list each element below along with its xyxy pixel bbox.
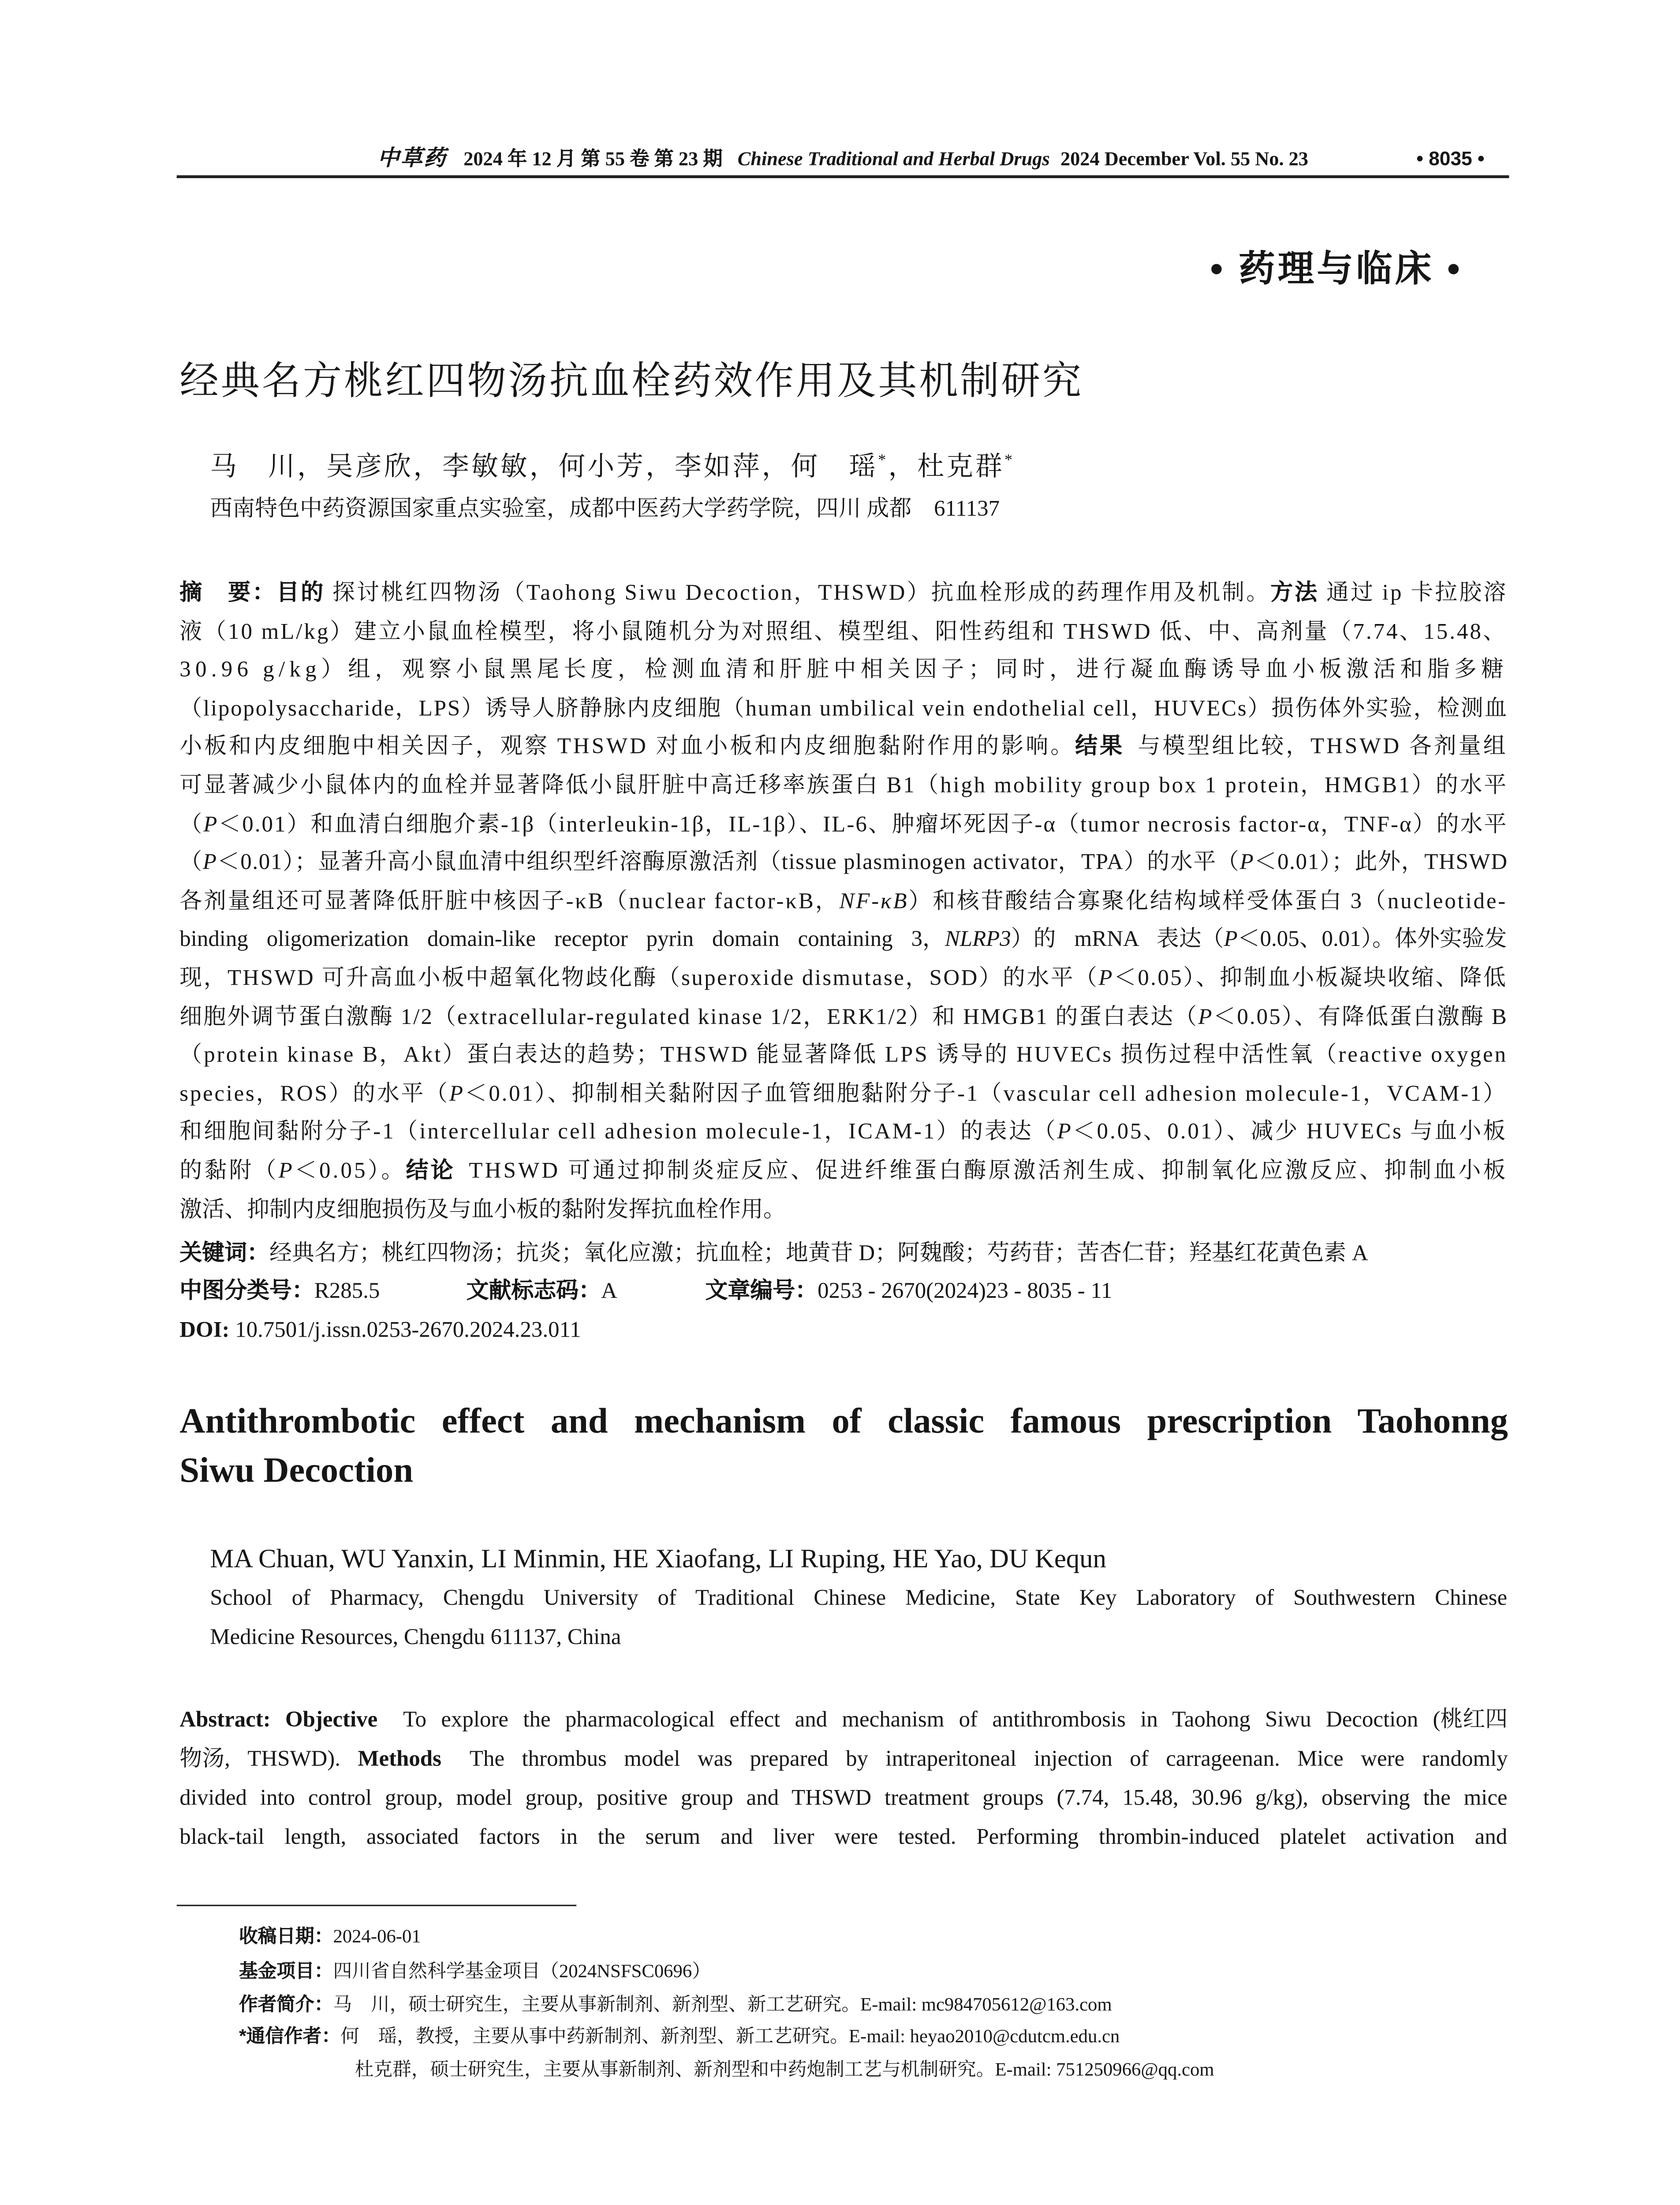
footnote-value: 何 瑶，教授，主要从事中药新制剂、新剂型、新工艺研究。E-mail: heyao2010@cdutcm.edu.cn	[340, 2025, 1120, 2047]
text-run: ＜0.01）；此外，THSWD	[1254, 850, 1508, 875]
footnote-label: *通信作者：	[239, 2025, 341, 2047]
article-title-en-text: Siwu Decoction	[179, 1451, 414, 1491]
footnote-text	[239, 1958, 711, 1984]
clc-label: 中图分类号：	[179, 1279, 314, 1304]
affiliation-en-text: Medicine Resources, Chengdu 611137, China	[210, 1625, 621, 1650]
clc-value: R285.5	[314, 1279, 380, 1304]
text-run: 探讨桃红四物汤（Taohong Siwu Decoction，THSWD）抗血栓形成的药理作用及机制。	[325, 581, 1271, 605]
journal-logo: 中草药	[377, 148, 447, 171]
text-run: binding oligomerization domain-like receptor pyrin domain containing 3，	[179, 927, 945, 953]
footnote-label: 收稿日期：	[239, 1925, 333, 1947]
issue-en: 2024 December Vol. 55 No. 23	[1060, 148, 1309, 170]
text-run: 30.96 g/kg）组，观察小鼠黑尾长度，检测血清和肝脏中相关因子；同时，进行凝血酶诱导血小板激活和脂多糖	[179, 658, 1508, 683]
abstract-cn-line	[179, 1119, 1508, 1148]
text-run: 和细胞间黏附分子-1（intercellular cell adhesion molecule-1，ICAM-1）的表达（	[179, 1120, 1057, 1145]
text-run: 摘 要：	[179, 581, 277, 605]
abstract-cn-line	[179, 695, 1508, 724]
text-run: ＜0.05、0.01）。体外实验发	[1237, 927, 1507, 953]
text-run: ＜0.05）。	[294, 1159, 406, 1184]
footnote-label: 作者简介：	[239, 1993, 333, 2015]
doi-value: 10.7501/j.issn.0253-2670.2024.23.011	[229, 1318, 581, 1343]
abstract-cn-line	[179, 1003, 1508, 1032]
affiliation-en-line	[210, 1624, 1508, 1653]
footnote-label: 基金项目：	[239, 1959, 333, 1982]
abstract-en-line	[179, 1706, 1508, 1735]
text-run: P	[1057, 1120, 1073, 1145]
text-run: THSWD 可通过抑制炎症反应、促进纤维蛋白酶原激活剂生成、抑制氧化应激反应、抑制血小板	[455, 1159, 1508, 1184]
text-run: divided into control group, model group, positive group and THSWD treatment groups (7.74, 15.48, 30.96 g/kg), observing the mice	[179, 1786, 1508, 1811]
abstract-cn-line-text	[179, 656, 1508, 685]
doi	[179, 1317, 1049, 1346]
abstract-en-line-text	[179, 1745, 1508, 1775]
header-rule	[177, 176, 1509, 178]
author-list-cn-text	[210, 450, 1015, 485]
abstract-en-line	[179, 1784, 1508, 1813]
page-number-text: • 8035 •	[1416, 148, 1485, 170]
clc-number-text	[179, 1278, 380, 1307]
abstract-en-line-text	[179, 1824, 1507, 1853]
abstract-cn-line	[179, 772, 1508, 801]
footnote-value: 马 川，硕士研究生，主要从事新制剂、新剂型、新工艺研究。E-mail: mc984705612@163.com	[333, 1993, 1112, 2015]
text-run: Methods	[358, 1747, 441, 1771]
text-run: To explore the pharmacological effect and mechanism of antithrombosis in Taohong Siwu Decoction (桃红四	[377, 1708, 1508, 1733]
text-run: （	[179, 812, 204, 837]
page-number	[1416, 146, 1518, 172]
footnote-value: 杜克群，硕士研究生，主要从事新制剂、新剂型和中药炮制工艺与机制研究。E-mail: 751250966@qq.com	[355, 2058, 1214, 2080]
footnote-text	[239, 1992, 1112, 2018]
doi-text	[179, 1317, 581, 1346]
abstract-cn-line-text	[179, 772, 1508, 801]
section-tag-text: • 药理与临床 •	[1210, 249, 1463, 290]
footnote-value: 四川省自然科学基金项目（2024NSFSC0696）	[333, 1959, 711, 1982]
text-run: ）的 mRNA 表达（	[1011, 927, 1224, 953]
abstract-cn-line	[179, 811, 1508, 840]
text-run: ＜0.01）、抑制相关黏附因子血管细胞黏附分子-1（vascular cell adhesion molecule-1，VCAM-1）	[464, 1081, 1507, 1106]
text-run: P	[203, 812, 219, 837]
text-run: ＜0.01）和血清白细胞介素-1β（interleukin-1β，IL-1β）、IL-6、肿瘤坏死因子-α（tumor necrosis factor-α，TNF-α）的水平	[218, 812, 1508, 837]
footnote-corresponding-author-2	[355, 2057, 1514, 2083]
abstract-cn-line	[179, 849, 1508, 878]
abstract-cn-line-text	[179, 811, 1508, 840]
text-run: 可显著减少小鼠体内的血栓并显著降低小鼠肝脏中高迁移率族蛋白 B1（high mobility group box 1 protein，HMGB1）的水平	[179, 773, 1508, 798]
article-title-cn	[179, 355, 1083, 407]
text-run: 细胞外调节蛋白激酶 1/2（extracellular-regulated kinase 1/2，ERK1/2）和 HMGB1 的蛋白表达（	[179, 1005, 1198, 1029]
text-run: ）和核苷酸结合寡聚化结构域样受体蛋白 3（nucleotide-	[908, 889, 1508, 914]
footnote-rule	[177, 1905, 577, 1906]
abstract-cn-line-text	[179, 733, 1508, 762]
text-run: 现，THSWD 可升高血小板中超氧化物歧化酶（superoxide dismutase，SOD）的水平（	[179, 966, 1099, 991]
text-run: 马 川，吴彦欣，李敏敏，何小芳，李如萍，何 瑶	[210, 453, 878, 482]
abstract-cn-line	[179, 656, 1508, 685]
text-run: P	[1239, 850, 1254, 875]
text-run: 与模型组比较，THSWD 各剂量组	[1124, 735, 1508, 760]
article-number-value: 0253 - 2670(2024)23 - 8035 - 11	[818, 1279, 1113, 1304]
text-run: 方法	[1270, 581, 1319, 605]
abstract-cn-line-text	[179, 1003, 1508, 1032]
abstract-en-line	[179, 1824, 1508, 1853]
text-run: 液（10 mL/kg）建立小鼠血栓模型，将小鼠随机分为对照组、模型组、阳性药组和 THSWD 低、中、高剂量（7.74、15.48、	[179, 619, 1507, 644]
footnote-text	[239, 2023, 1120, 2049]
text-run: 结论	[406, 1159, 455, 1184]
abstract-cn-line	[179, 618, 1508, 647]
text-run: P	[449, 1081, 465, 1106]
abstract-cn-line	[179, 1042, 1508, 1071]
text-run: NLRP3	[945, 927, 1011, 953]
affiliation-cn	[210, 495, 1513, 524]
abstract-cn-line	[179, 1157, 1508, 1186]
article-title-en-line	[179, 1399, 1508, 1446]
document-code-label: 文献标志码：	[466, 1279, 601, 1304]
superscript-mark: *	[878, 452, 889, 469]
author-list-en	[210, 1543, 1508, 1577]
abstract-cn-line-text	[179, 926, 1507, 955]
text-run: 目的	[276, 581, 325, 605]
affiliation-en-line	[210, 1585, 1508, 1614]
article-number-label: 文章编号：	[705, 1279, 818, 1304]
footnote-text	[239, 1924, 421, 1950]
keywords-cn	[179, 1240, 1508, 1269]
issue-cn: 2024 年 12 月 第 55 卷 第 23 期	[463, 148, 723, 170]
abstract-cn-line	[179, 733, 1508, 762]
keywords-cn-text	[179, 1240, 1368, 1269]
running-header	[177, 146, 1509, 172]
text-run: 各剂量组还可显著降低肝脏中核因子-κB（nuclear factor-κB，	[179, 889, 840, 914]
article-number	[706, 1278, 1314, 1307]
text-run: P	[202, 850, 217, 875]
abstract-cn-line-text	[179, 695, 1508, 724]
keywords-value: 经典名方；桃红四物汤；抗炎；氧化应激；抗血栓；地黄苷 D；阿魏酸；芍药苷；苦杏仁苷；羟基红花黄色素 A	[269, 1241, 1368, 1266]
abstract-cn-line-text	[179, 1157, 1508, 1186]
footnote-corresponding-author	[239, 2023, 1499, 2049]
footnote-received-date	[239, 1924, 1499, 1950]
text-run: Abstract: Objective	[179, 1708, 378, 1733]
author-list-cn	[210, 450, 1015, 485]
running-header-text	[377, 146, 1308, 172]
doi-label: DOI:	[179, 1318, 230, 1343]
text-run: P	[278, 1159, 295, 1184]
affiliation-en-text: School of Pharmacy, Chengdu University of Traditional Chinese Medicine, State Key Laboratory of Southwestern Chinese	[210, 1586, 1508, 1611]
text-run: P	[1224, 927, 1238, 953]
section-tag	[999, 245, 1463, 294]
abstract-en-line-text	[179, 1784, 1507, 1813]
footnote-funding	[239, 1958, 1499, 1984]
document-code-value: A	[601, 1279, 617, 1304]
abstract-cn-line-text	[179, 618, 1507, 647]
journal-name-en: Chinese Traditional and Herbal Drugs	[737, 148, 1050, 170]
article-title-cn-text: 经典名方桃红四物汤抗血栓药效作用及其机制研究	[179, 359, 1083, 403]
abstract-cn-line-text	[179, 888, 1507, 917]
text-run: The thrombus model was prepared by intraperitoneal injection of carrageenan. Mice were randomly	[441, 1747, 1508, 1771]
text-run: ＜0.05）、有降低蛋白激酶 B	[1213, 1005, 1508, 1029]
abstract-cn-line	[179, 964, 1508, 994]
text-run: species，ROS）的水平（	[179, 1081, 449, 1106]
abstract-cn-line	[179, 1080, 1508, 1110]
article-title-en-line	[179, 1448, 1508, 1495]
abstract-cn-line	[179, 579, 1508, 609]
text-run: （lipopolysaccharide，LPS）诱导人脐静脉内皮细胞（human umbilical vein endothelial cell，HUVECs）损伤体外实验，检测血	[179, 696, 1508, 721]
abstract-cn-line-text	[179, 964, 1507, 994]
abstract-cn-line-text	[179, 1042, 1508, 1071]
text-run: ＜0.01）；显著升高小鼠血清中组织型纤溶酶原激活剂（tissue plasminogen activator，TPA）的水平（	[217, 850, 1240, 875]
affiliation-cn-text: 西南特色中药资源国家重点实验室，成都中医药大学药学院，四川 成都 611137	[210, 497, 1000, 522]
text-run: （	[179, 850, 203, 875]
abstract-cn-line	[179, 1196, 1508, 1225]
text-run: NF-κB	[839, 889, 909, 914]
abstract-en-line	[179, 1745, 1508, 1775]
text-run: 的黏附（	[179, 1159, 279, 1184]
clc-number	[179, 1278, 455, 1307]
text-run: black-tail length, associated factors in the serum and liver were tested. Performing thrombin-induced platelet activation and	[179, 1825, 1508, 1850]
text-run: （protein kinase B，Akt）蛋白表达的趋势；THSWD 能显著降低 LPS 诱导的 HUVECs 损伤过程中活性氧（reactive oxygen	[179, 1043, 1508, 1068]
author-list-en-text: MA Chuan, WU Yanxin, LI Minmin, HE Xiaofang, LI Ruping, HE Yao, DU Kequn	[210, 1545, 1106, 1575]
abstract-en-line-text	[179, 1706, 1508, 1735]
text-run: 激活、抑制内皮细胞损伤及与血小板的黏附发挥抗血栓作用。	[179, 1197, 786, 1222]
document-code-text	[467, 1278, 617, 1307]
abstract-cn-line-text	[179, 849, 1508, 878]
text-run: P	[1198, 1005, 1213, 1029]
text-run: 小板和内皮细胞中相关因子，观察 THSWD 对血小板和内皮细胞黏附作用的影响。	[179, 735, 1075, 760]
footnote-author-bio	[239, 1992, 1499, 2018]
text-run: 物汤, THSWD).	[179, 1747, 358, 1771]
text-run: ＜0.05）、抑制血小板凝块收缩、降低	[1113, 966, 1508, 991]
superscript-mark: *	[1004, 452, 1015, 469]
article-title-en-text: Antithrombotic effect and mechanism of classic famous prescription Taohonng	[179, 1402, 1508, 1442]
text-run: 结果	[1075, 735, 1125, 760]
text-run: ＜0.05、0.01）、减少 HUVECs 与血小板	[1072, 1120, 1508, 1145]
text-run: P	[1098, 966, 1114, 991]
text-run: ，杜克群	[888, 453, 1004, 482]
article-number-text	[706, 1278, 1113, 1307]
abstract-cn-line	[179, 926, 1508, 955]
abstract-cn-line-text	[179, 1196, 786, 1225]
keywords-label: 关键词：	[179, 1241, 269, 1266]
abstract-cn-line	[179, 888, 1508, 917]
footnote-value: 2024-06-01	[333, 1925, 421, 1947]
abstract-cn-line-text	[179, 1080, 1507, 1110]
abstract-cn-line-text	[179, 1119, 1507, 1148]
abstract-cn-line-text	[179, 579, 1508, 609]
document-code	[467, 1278, 698, 1307]
text-run: 通过 ip 卡拉胶溶	[1319, 581, 1508, 605]
